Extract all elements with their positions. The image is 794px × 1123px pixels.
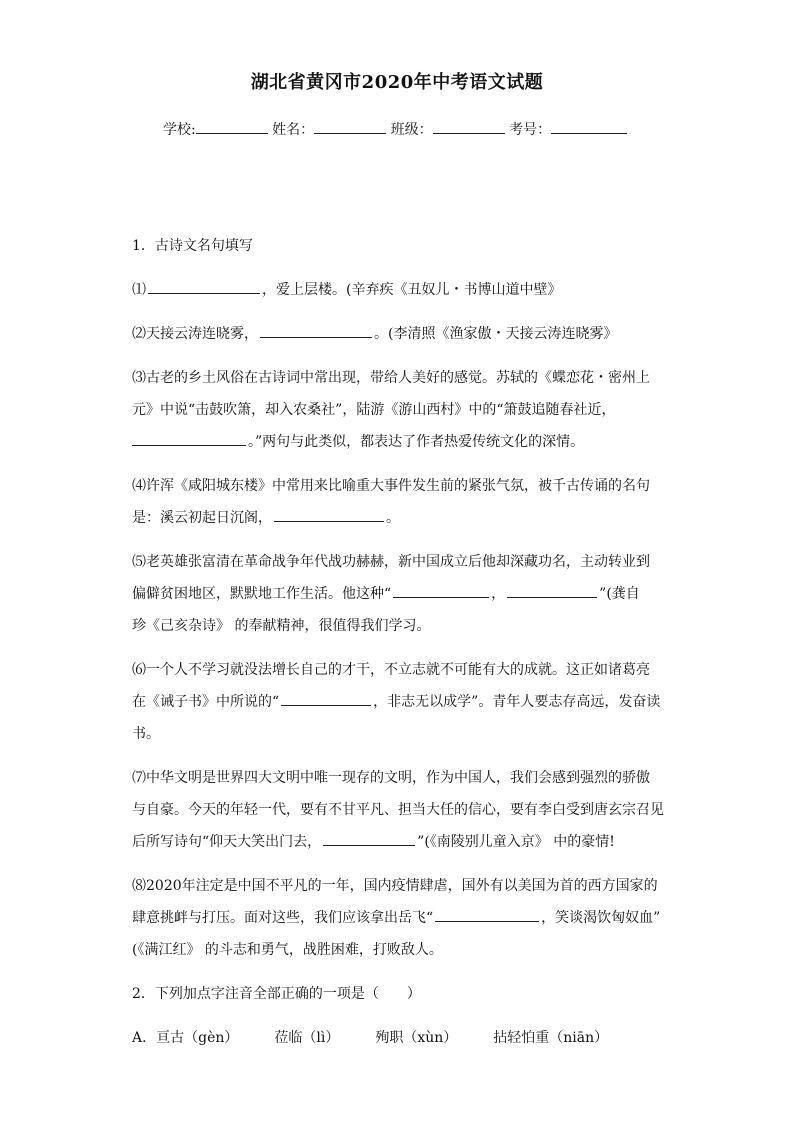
line-text: 。(李清照《渔家傲・天接云涛连晓雾》 <box>374 326 618 342</box>
question-2-heading: 2．下列加点字注音全部正确的一项是（ ） <box>132 986 421 1002</box>
line-text: 。”两句与此类似，都表达了作者热爱传统文化的深情。 <box>248 434 585 450</box>
question-1-item-4 <box>132 470 666 534</box>
line-text: ，笑谈渴饮匈奴血” <box>541 910 661 926</box>
line-text: ”(《南陵别儿童入京》 中的豪情! <box>417 834 615 850</box>
question-1-item-3 <box>132 362 666 458</box>
text-line <box>132 318 666 350</box>
question-content <box>132 230 666 1054</box>
line-text: 后所写诗句“仰天大笑出门去， <box>132 834 322 850</box>
id-label: 考号： <box>509 122 552 138</box>
line-text: 偏僻贫困地区，默默地工作生活。他这种“ <box>132 586 392 602</box>
text-line: ⑹一个人不学习就没法增长自己的才干，不立志就不可能有大的成就。这正如诸葛亮 <box>132 662 650 678</box>
question-1-item-7 <box>132 762 666 858</box>
line-text: 是：溪云初起日沉阁， <box>132 510 272 526</box>
text-line: 珍《己亥杂诗》 的奉献精神，很值得我们学习。 <box>132 618 431 634</box>
text-line <box>132 426 666 458</box>
question-2-option-a[interactable] <box>132 1022 666 1054</box>
id-blank[interactable] <box>551 118 627 134</box>
answer-blank[interactable] <box>132 431 246 446</box>
text-line <box>132 502 666 534</box>
school-label: 学校: <box>163 122 196 138</box>
option-text: 拈轻怕重（niān） <box>493 1030 609 1046</box>
school-blank[interactable] <box>196 118 268 134</box>
name-label: 姓名： <box>272 122 315 138</box>
answer-blank[interactable] <box>148 279 260 294</box>
question-1-item-2 <box>132 318 666 350</box>
line-text: ， <box>491 586 506 602</box>
text-line: 书。 <box>132 726 160 742</box>
option-text: 莅临（lì） <box>274 1030 340 1046</box>
text-line: 与自豪。今天的年轻一代，要有不甘平凡、担当大任的信心，要有李白受到唐玄宗召见 <box>132 802 664 818</box>
line-text: ⑵天接云涛连晓雾， <box>132 326 258 342</box>
class-blank[interactable] <box>433 118 505 134</box>
option-text: 殉职（xùn） <box>375 1030 458 1046</box>
line-text: ，非志无以成学”。青年人要志存高远，发奋读 <box>373 694 661 710</box>
text-line: ⑸老英雄张富清在革命战争年代战功赫赫，新中国成立后他却深藏功名，主动转业到 <box>132 554 650 570</box>
text-line <box>132 902 666 934</box>
line-text: ，爱上层楼。(辛弃疾《丑奴儿・书博山道中壁》 <box>262 282 562 298</box>
text-line: ⑶古老的乡土风俗在古诗词中常出现，带给人美好的感觉。苏轼的《蝶恋花・密州上 <box>132 370 650 386</box>
answer-blank[interactable] <box>435 907 539 922</box>
question-1-item-6 <box>132 654 666 750</box>
text-line: (《满江红》 的斗志和勇气，战胜困难，打败敌人。 <box>132 942 443 958</box>
text-line: ⑻2020年注定是中国不平凡的一年，国内疫情肆虐，国外有以美国为首的西方国家的 <box>132 878 658 894</box>
line-text: ⑴ <box>132 282 146 298</box>
line-text: 在《诫子书》中所说的“ <box>132 694 280 710</box>
page-title: 湖北省黄冈市2020年中考语文试题 <box>250 72 544 93</box>
text-line <box>132 274 666 306</box>
answer-blank[interactable] <box>507 583 597 598</box>
text-line: 元》中说“击鼓吹箫，却入农桑社”，陆游《游山西村》中的“箫鼓追随春社近， <box>132 402 616 418</box>
answer-blank[interactable] <box>393 583 489 598</box>
name-blank[interactable] <box>314 118 386 134</box>
text-line: ⑷许浑《咸阳城东楼》中常用来比喻重大事件发生前的紧张气氛，被千古传诵的名句 <box>132 478 650 494</box>
line-text: ”(龚自 <box>599 586 640 602</box>
text-line <box>132 826 666 858</box>
question-1-heading: 1．古诗文名句填写 <box>132 238 253 254</box>
question-1-item-5 <box>132 546 666 642</box>
option-text: A．亘古（gèn） <box>132 1030 239 1046</box>
text-line <box>132 686 666 718</box>
question-1-item-1 <box>132 274 666 306</box>
answer-blank[interactable] <box>274 507 384 522</box>
line-text: 。 <box>386 510 400 526</box>
class-label: 班级： <box>390 122 433 138</box>
answer-blank[interactable] <box>281 691 371 706</box>
question-1-item-8 <box>132 870 666 966</box>
line-text: 肆意挑衅与打压。面对这些，我们应该拿出岳飞“ <box>132 910 434 926</box>
text-line <box>132 578 666 610</box>
answer-blank[interactable] <box>260 323 372 338</box>
text-line: ⑺中华文明是世界四大文明中唯一现存的文明，作为中国人，我们会感到强烈的骄傲 <box>132 770 650 786</box>
student-info-row <box>163 118 627 139</box>
answer-blank[interactable] <box>323 831 415 846</box>
